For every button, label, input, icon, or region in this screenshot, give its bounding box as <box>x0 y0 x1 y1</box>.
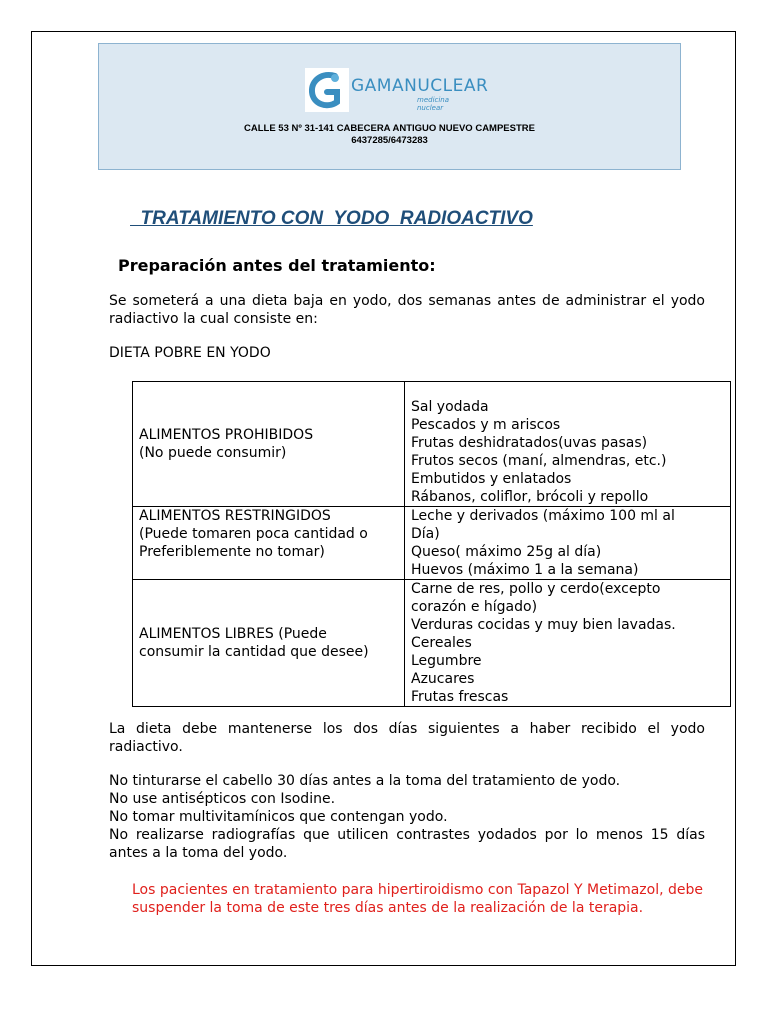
page-title: TRATAMIENTO CON YODO RADIOACTIVO <box>130 208 533 229</box>
after-diet-paragraph: La dieta debe mantenerse los dos días siguientes a haber recibido el yodo radiactivo. <box>109 721 705 755</box>
rules-list <box>109 772 705 862</box>
list-item: Leche y derivados (máximo 100 ml al <box>411 508 675 524</box>
list-item: Embutidos y enlatados <box>411 471 572 487</box>
category-note: Preferiblemente no tomar) <box>139 544 325 560</box>
list-item: Sal yodada <box>411 399 489 415</box>
intro-paragraph: Se someterá a una dieta baja en yodo, dos semanas antes de administrar el yodo radiactivo la cual consiste en: <box>109 293 705 327</box>
list-item: Huevos (máximo 1 a la semana) <box>411 562 639 578</box>
rule-item: No tinturarse el cabello 30 días antes a la toma del tratamiento de yodo. <box>109 773 621 789</box>
list-item: Frutos secos (maní, almendras, etc.) <box>411 453 667 469</box>
letterhead <box>98 43 681 170</box>
address-line: CALLE 53 Nº 31-141 CABECERA ANTIGUO NUEVO CAMPESTRE <box>244 123 535 134</box>
diet-table <box>132 381 731 707</box>
list-item: Verduras cocidas y muy bien lavadas. <box>411 617 676 633</box>
list-item: Queso( máximo 25g al día) <box>411 544 602 560</box>
list-item: Azucares <box>411 671 475 687</box>
section-subtitle: Preparación antes del tratamiento: <box>118 256 436 275</box>
phone-line: 6437285/6473283 <box>351 135 428 146</box>
warning-paragraph: Los pacientes en tratamiento para hipertiroidismo con Tapazol Y Metimazol, debe suspender la toma de este tres días antes de la realización de la terapia. <box>132 882 703 916</box>
list-item: Pescados y m ariscos <box>411 417 561 433</box>
diet-heading: DIETA POBRE EN YODO <box>109 345 271 361</box>
category-cell <box>133 580 405 707</box>
list-item: Frutas frescas <box>411 689 509 705</box>
list-item: Día) <box>411 526 440 542</box>
category-label: ALIMENTOS LIBRES (Puede <box>139 626 327 642</box>
category-cell <box>133 507 405 580</box>
list-item: Rábanos, coliflor, brócoli y repollo <box>411 489 649 505</box>
rule-item: No use antisépticos con Isodine. <box>109 791 336 807</box>
logo-tagline: medicina nuclear <box>417 96 450 112</box>
rule-item: No realizarse radiografías que utilicen contrastes yodados por lo menos 15 días antes a la toma del yodo. <box>109 827 705 861</box>
address-block <box>99 123 680 147</box>
items-cell <box>405 382 731 507</box>
category-note: consumir la cantidad que desee) <box>139 644 369 660</box>
rule-item: No tomar multivitamínicos que contengan yodo. <box>109 809 448 825</box>
list-item: Legumbre <box>411 653 482 669</box>
table-row <box>133 580 731 707</box>
category-label: ALIMENTOS PROHIBIDOS <box>139 427 314 443</box>
table-row <box>133 507 731 580</box>
items-cell <box>405 507 731 580</box>
table-row <box>133 382 731 507</box>
category-note: (No puede consumir) <box>139 445 287 461</box>
gamanuclear-logo-icon <box>305 68 349 112</box>
list-item: Carne de res, pollo y cerdo(excepto <box>411 581 661 597</box>
company-logo <box>305 68 489 112</box>
list-item: corazón e hígado) <box>411 599 538 615</box>
category-note: (Puede tomaren poca cantidad o <box>139 526 368 542</box>
category-cell <box>133 382 405 507</box>
logo-wordmark: GAMANUCLEAR <box>351 76 489 96</box>
list-item: Cereales <box>411 635 472 651</box>
items-cell <box>405 580 731 707</box>
list-item: Frutas deshidratados(uvas pasas) <box>411 435 648 451</box>
category-label: ALIMENTOS RESTRINGIDOS <box>139 508 331 524</box>
